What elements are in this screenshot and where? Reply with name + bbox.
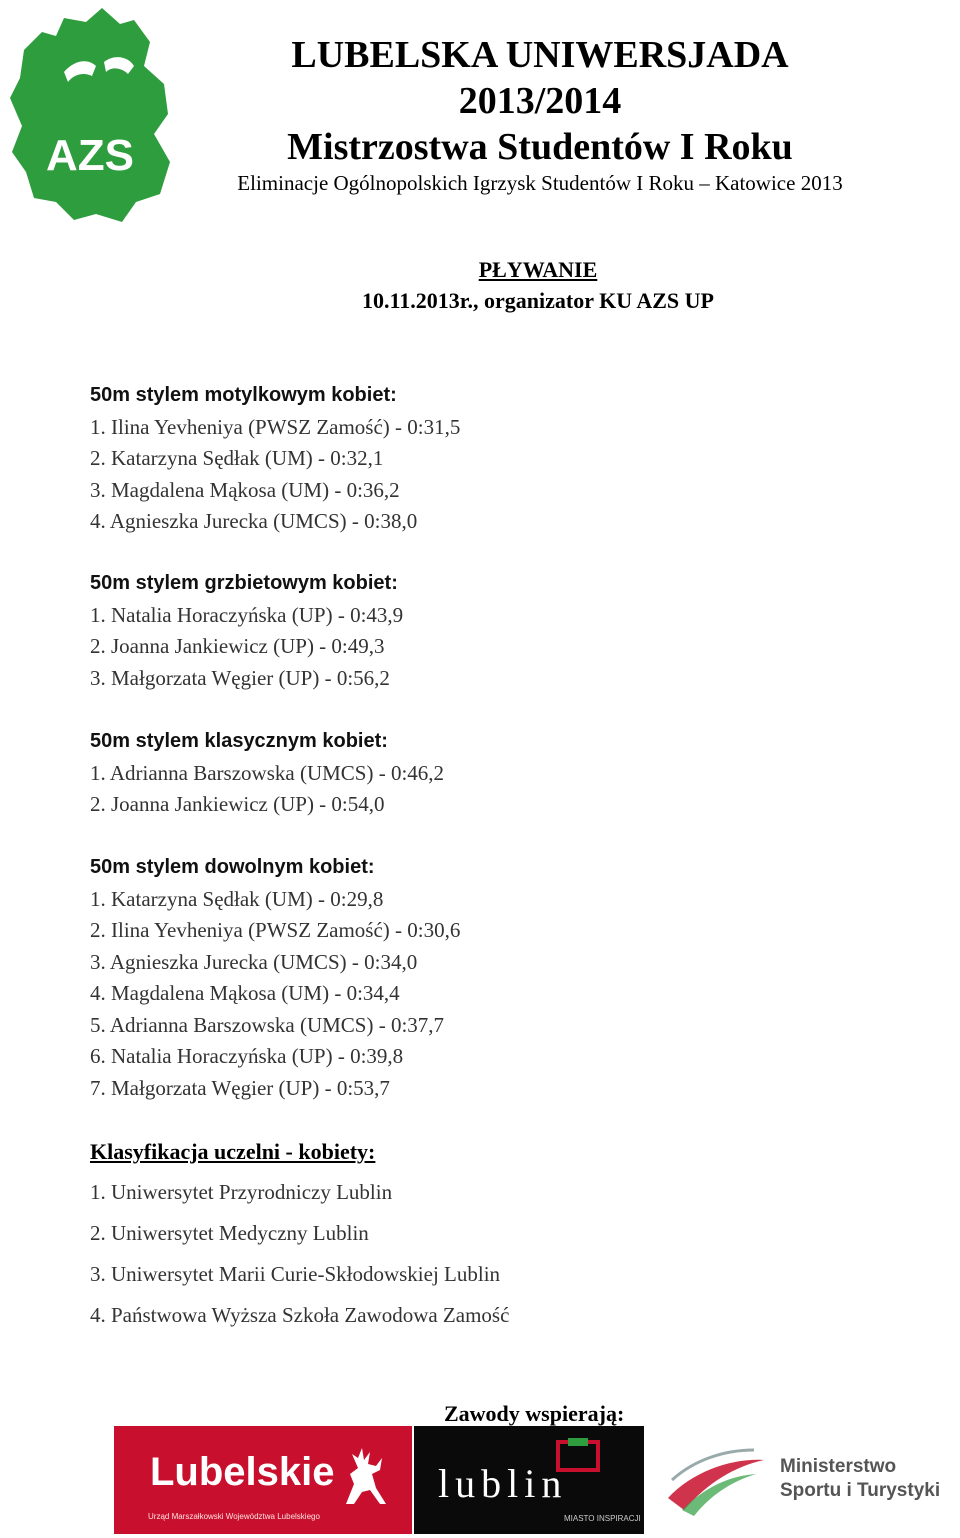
- section-heading: 50m stylem dowolnym kobiet:: [90, 856, 375, 878]
- lubelskie-sub: Urząd Marszałkowski Województwa Lubelskiego: [148, 1512, 320, 1521]
- section-heading: 50m stylem klasycznym kobiet:: [90, 730, 388, 752]
- date-organizer: 10.11.2013r., organizator KU AZS UP: [361, 288, 714, 313]
- result-row: 3. Magdalena Mąkosa (UM) - 0:36,2: [90, 477, 400, 502]
- swoosh-icon: [664, 1440, 768, 1520]
- title-line-1: LUBELSKA UNIWERSJADA: [291, 34, 789, 76]
- result-row: 1. Ilina Yevheniya (PWSZ Zamość) - 0:31,5: [90, 414, 461, 439]
- title-line-3: Mistrzostwa Studentów I Roku: [287, 126, 793, 168]
- results-section-freestyle: [90, 852, 890, 1104]
- azs-logo-text: AZS: [46, 131, 134, 180]
- results-section-backstroke: [90, 568, 890, 694]
- sponsors-label: Zawody wspierają:: [444, 1401, 625, 1426]
- sponsor-lublin-logo: [414, 1426, 644, 1534]
- ministry-line-2: Sportu i Turystyki: [780, 1480, 941, 1501]
- lublin-name: lublin: [438, 1461, 568, 1506]
- result-row: 3. Agnieszka Jurecka (UMCS) - 0:34,0: [90, 949, 418, 974]
- result-row: 2. Joanna Jankiewicz (UP) - 0:49,3: [90, 634, 385, 658]
- result-row: 5. Adrianna Barszowska (UMCS) - 0:37,7: [90, 1012, 445, 1037]
- result-row: 4. Magdalena Mąkosa (UM) - 0:34,4: [90, 981, 400, 1005]
- result-row: 1. Adrianna Barszowska (UMCS) - 0:46,2: [90, 760, 445, 785]
- title-line-2: 2013/2014: [458, 80, 622, 122]
- azs-logo-icon: [4, 2, 176, 224]
- sponsor-ministry-logo: [660, 1426, 956, 1534]
- classification-row: 1. Uniwersytet Przyrodniczy Lublin: [90, 1180, 393, 1204]
- university-classification: [90, 1132, 890, 1336]
- classification-row: 4. Państwowa Wyższa Szkoła Zawodowa Zamość: [90, 1303, 510, 1327]
- discipline-heading: PŁYWANIE: [478, 257, 598, 282]
- results-section-breaststroke: [90, 726, 890, 821]
- section-heading: 50m stylem motylkowym kobiet:: [90, 384, 397, 406]
- result-row: 6. Natalia Horaczyńska (UP) - 0:39,8: [90, 1044, 404, 1068]
- lublin-sub: MIASTO INSPIRACJI: [564, 1514, 641, 1523]
- result-row: 4. Agnieszka Jurecka (UMCS) - 0:38,0: [90, 509, 418, 533]
- classification-heading: Klasyfikacja uczelni - kobiety:: [90, 1139, 376, 1164]
- subtitle: Eliminacje Ogólnopolskich Igrzysk Studentów I Roku – Katowice 2013: [237, 171, 843, 195]
- classification-row: 2. Uniwersytet Medyczny Lublin: [90, 1221, 369, 1245]
- result-row: 7. Małgorzata Węgier (UP) - 0:53,7: [90, 1075, 390, 1100]
- result-row: 2. Ilina Yevheniya (PWSZ Zamość) - 0:30,6: [90, 918, 461, 942]
- classification-row: 3. Uniwersytet Marii Curie-Skłodowskiej Lublin: [90, 1262, 501, 1286]
- result-row: 2. Katarzyna Sędłak (UM) - 0:32,1: [90, 446, 384, 470]
- ministry-line-1: Ministerstwo: [780, 1456, 897, 1477]
- result-row: 1. Natalia Horaczyńska (UP) - 0:43,9: [90, 602, 404, 627]
- lubelskie-name: Lubelskie: [150, 1450, 335, 1494]
- deer-icon: [336, 1444, 396, 1510]
- result-row: 3. Małgorzata Węgier (UP) - 0:56,2: [90, 665, 390, 690]
- result-row: 1. Katarzyna Sędłak (UM) - 0:29,8: [90, 886, 384, 911]
- sponsor-lubelskie-logo: [114, 1426, 412, 1534]
- section-heading: 50m stylem grzbietowym kobiet:: [90, 572, 398, 594]
- results-section-butterfly: [90, 380, 890, 538]
- result-row: 2. Joanna Jankiewicz (UP) - 0:54,0: [90, 792, 385, 816]
